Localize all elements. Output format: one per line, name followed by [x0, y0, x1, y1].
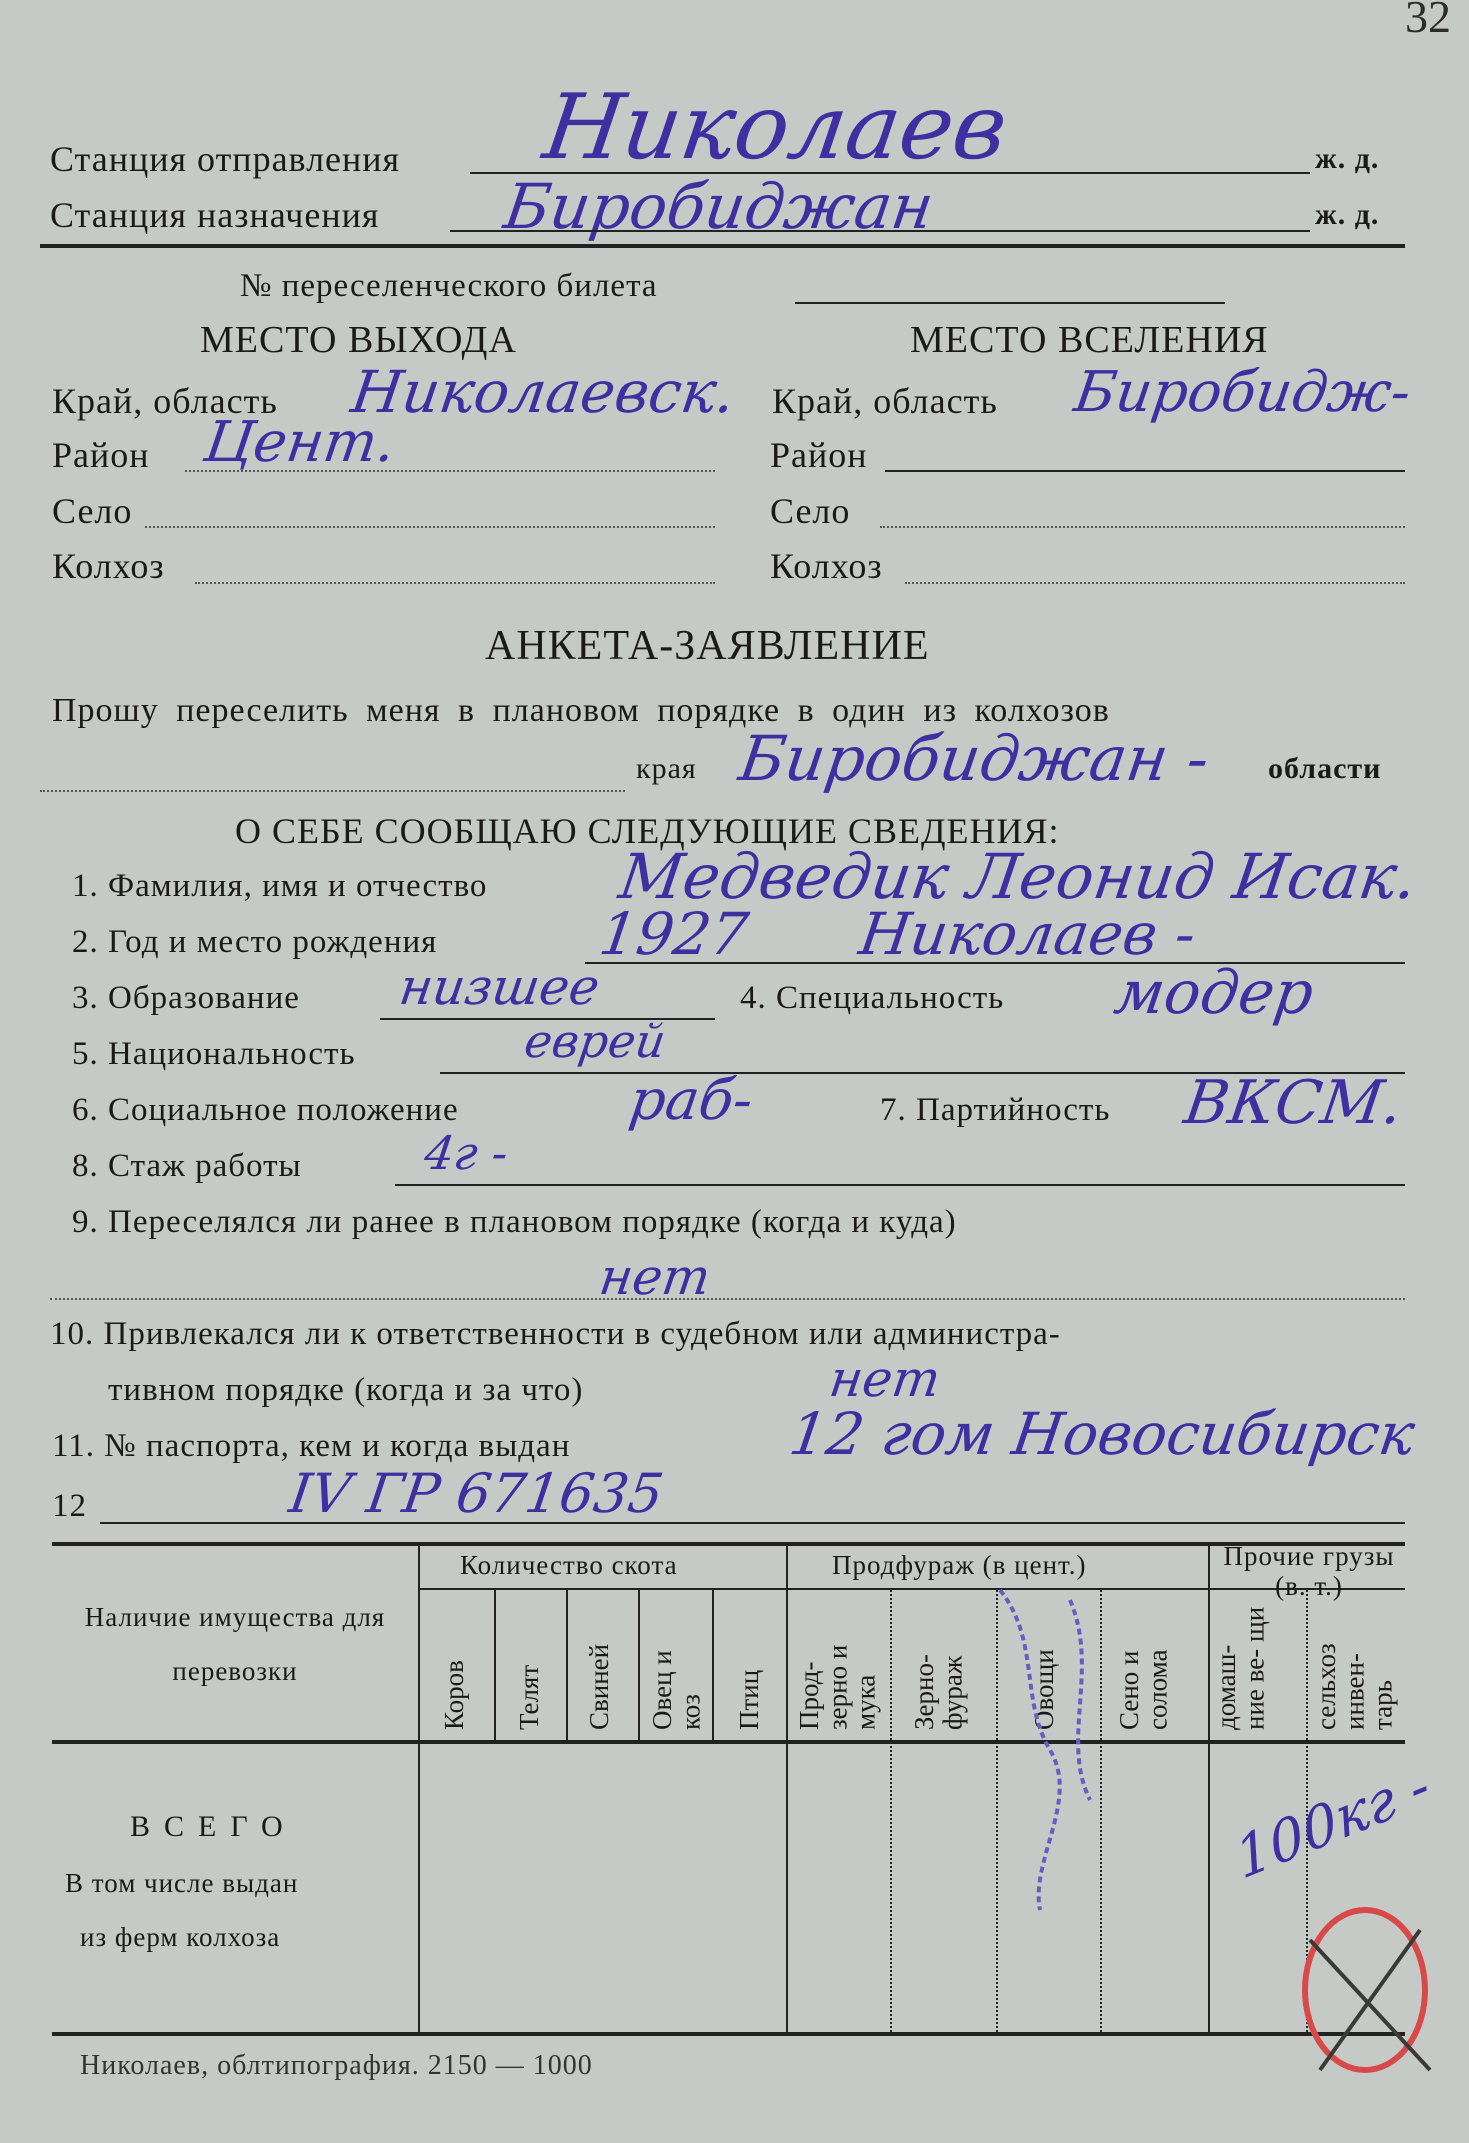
table-col-divider [418, 1545, 420, 2032]
header-rule [40, 244, 1405, 248]
request-line1: Прошу переселить меня в плановом порядке в один из колхозов [52, 692, 1110, 729]
field-10-value: нет [825, 1350, 945, 1408]
table-bottom-rule [52, 2032, 1405, 2036]
request-value: Биробиджан - [734, 722, 1214, 795]
field-12-value: IV ГР 671635 [285, 1462, 668, 1525]
col-calves: Телят [514, 1664, 544, 1730]
table-col-divider [786, 1545, 788, 2032]
exit-district-line [185, 470, 715, 472]
ticket-label: № переселенческого билета [240, 268, 658, 304]
col-pigs: Свиней [584, 1643, 614, 1730]
departure-suffix: ж. д. [1315, 142, 1380, 175]
col-sheep: Овец и коз [647, 1650, 706, 1730]
field-3-value: низшее [395, 958, 604, 1016]
exit-village-label: Село [52, 491, 133, 531]
field-10-label-a: 10. Привлекался ли к ответственности в судебном или администра- [50, 1316, 1061, 1352]
col-cows: Коров [439, 1660, 469, 1730]
field-12-label: 12 [52, 1488, 87, 1524]
field-2-year: 1927 [595, 900, 753, 968]
field-9-label: 9. Переселялся ли ранее в плановом порядке (когда и куда) [72, 1204, 957, 1240]
table-group-other: Прочие грузы (в. т.) [1223, 1541, 1395, 1601]
exit-kolkhoz-label: Колхоз [52, 546, 165, 586]
table-subcol-divider [494, 1590, 496, 1740]
settle-kolkhoz-line [905, 582, 1405, 584]
col-hay: Сено и солома [1114, 1649, 1173, 1730]
field-2-place: Николаев - [855, 900, 1200, 968]
exit-region-value: Николаевск. [347, 358, 740, 426]
pencil-scribble [980, 1580, 1130, 1920]
ticket-line [795, 302, 1225, 304]
departure-value: Николаев [537, 75, 1014, 180]
table-group-fodder: Продфураж (в цент.) [832, 1550, 1087, 1580]
red-stamp [1270, 1880, 1460, 2110]
printer-footer: Николаев, облтипография. 2150 — 1000 [80, 2050, 593, 2081]
field-10-label-b: тивном порядке (когда и за что) [108, 1372, 584, 1408]
field-8-line [395, 1184, 1405, 1186]
request-kraya: края [636, 752, 697, 785]
field-4-value: модер [1110, 958, 1318, 1028]
settle-region-label: Край, область [772, 381, 998, 421]
settle-district-label: Район [770, 435, 868, 475]
request-oblast: области [1268, 752, 1382, 785]
settle-kolkhoz-label: Колхоз [770, 546, 883, 586]
field-6-value: раб- [625, 1068, 757, 1133]
field-2-label: 2. Год и место рождения [72, 924, 438, 960]
settle-district-line [885, 470, 1405, 472]
settle-region-value: Биробидж- [1070, 360, 1415, 425]
table-subcol-divider [890, 1590, 892, 2032]
total-label: ВСЕГО [130, 1810, 297, 1843]
table-row-head: Наличие имущества для перевозки [84, 1602, 386, 1686]
exit-district-value: Цент. [200, 410, 400, 475]
exit-region-label: Край, область [52, 381, 278, 421]
col-oats: Овощи [1029, 1649, 1059, 1730]
field-3-label: 3. Образование [72, 980, 300, 1016]
table-top-rule [52, 1542, 1405, 1546]
field-9-line [50, 1298, 1405, 1300]
page-number: 32 [1405, 0, 1451, 42]
field-7-value: ВКСМ. [1180, 1068, 1407, 1138]
settle-village-line [880, 526, 1405, 528]
field-5-label: 5. Национальность [72, 1036, 356, 1072]
table-col-divider [1208, 1545, 1210, 2032]
table-subcol-divider [566, 1590, 568, 1740]
field-5-value: еврей [521, 1014, 670, 1068]
field-8-value: 4г - [421, 1126, 512, 1180]
exit-title: МЕСТО ВЫХОДА [200, 319, 517, 361]
table-group-livestock: Количество скота [460, 1550, 678, 1580]
field-4-label: 4. Специальность [740, 980, 1005, 1016]
field-11-value: 12 гом Новосибирск [785, 1400, 1419, 1468]
col-feedgrain: Зерно- фураж [909, 1654, 968, 1730]
table-subcol-divider [638, 1590, 640, 1740]
destination-value: Биробиджан [499, 170, 938, 243]
col-farm: сельхоз инвен- тарь [1311, 1643, 1398, 1730]
destination-suffix: ж. д. [1315, 198, 1380, 231]
field-1-value: Медведик Леонид Исак. [614, 840, 1422, 913]
field-6-label: 6. Социальное положение [72, 1092, 459, 1128]
issued-label-b: из ферм колхоза [80, 1922, 281, 1952]
field-1-label: 1. Фамилия, имя и отчество [72, 868, 488, 904]
col-birds: Птиц [734, 1669, 764, 1730]
col-grain: Прод- зерно и мука [794, 1644, 881, 1730]
destination-line [450, 230, 1310, 232]
field-9-value: нет [595, 1248, 715, 1306]
exit-kolkhoz-line [195, 582, 715, 584]
field-12-line [100, 1522, 1405, 1524]
col-household: домаш- ние ве- щи [1211, 1606, 1270, 1730]
info-title: О СЕБЕ СООБЩАЮ СЛЕДУЮЩИЕ СВЕДЕНИЯ: [235, 811, 1060, 851]
request-line [40, 790, 625, 792]
departure-label: Станция отправления [50, 139, 401, 179]
table-header-rule [52, 1740, 1405, 1744]
destination-label: Станция назначения [50, 195, 380, 235]
household-value: 100кг - [1229, 1752, 1436, 1893]
issued-label-a: В том числе выдан [65, 1868, 299, 1898]
settle-village-label: Село [770, 491, 851, 531]
field-7-label: 7. Партийность [880, 1092, 1111, 1128]
form-title: АНКЕТА-ЗАЯВЛЕНИЕ [485, 623, 930, 669]
exit-village-line [145, 526, 715, 528]
field-11-label: 11. № паспорта, кем и когда выдан [52, 1428, 571, 1464]
settle-title: МЕСТО ВСЕЛЕНИЯ [910, 319, 1269, 361]
exit-district-label: Район [52, 435, 150, 475]
field-8-label: 8. Стаж работы [72, 1148, 302, 1184]
table-subcol-divider [712, 1590, 714, 1740]
